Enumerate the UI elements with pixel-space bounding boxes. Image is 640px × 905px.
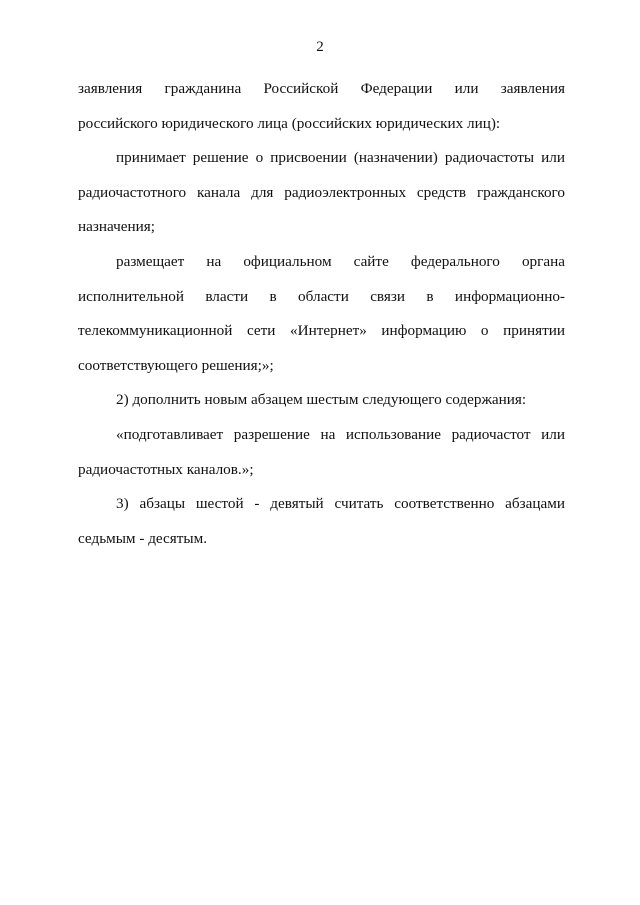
document-body [78,72,565,556]
paragraph: принимает решение о присвоении (назначении) радиочастоты или радиочастотного канала для радиоэлектронных средств гражданского назначения; [78,149,565,236]
paragraph-continuation [78,72,565,141]
paragraph: «подготавливает разрешение на использование радиочастот или радиочастотных каналов.»; [78,425,565,478]
paragraph-line: российского юридического лица (российских юридических лиц): [78,114,501,132]
paragraph: 3) абзацы шестой - девятый считать соответственно абзацами седьмым - десятым. [78,495,565,547]
page-number: 2 [316,39,324,55]
paragraph-line: заявления гражданина Российской Федерации или заявления [78,80,565,97]
paragraph: размещает на официальном сайте федерального органа исполнительной власти в области связи в информационно-телекоммуникационной сети «Интернет» информацию о принятии соответствующего решения;»; [78,252,565,374]
paragraph: 2) дополнить новым абзацем шестым следующего содержания: [116,391,527,409]
